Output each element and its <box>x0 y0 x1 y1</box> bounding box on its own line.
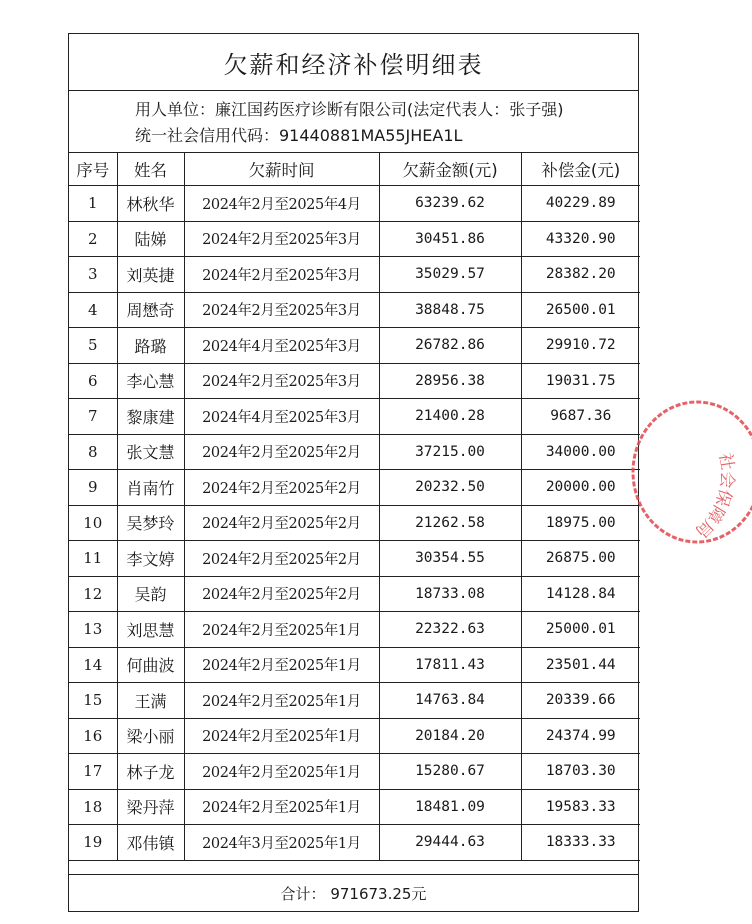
compensation-amount: 43320.90 <box>521 221 640 257</box>
table-header-row <box>69 153 640 186</box>
row-number: 12 <box>69 576 117 612</box>
arrears-amount: 20184.20 <box>379 718 521 754</box>
row-number: 9 <box>69 470 117 506</box>
table-row <box>69 825 640 861</box>
employee-name: 陆娣 <box>117 221 184 257</box>
employer-line: 用人单位：廉江国药医疗诊断有限公司(法定代表人：张子强) <box>135 100 564 119</box>
employee-name: 李心慧 <box>117 363 184 399</box>
employee-name: 林子龙 <box>117 754 184 790</box>
table-row <box>69 363 640 399</box>
row-number: 16 <box>69 718 117 754</box>
arrears-period: 2024年2月至2025年3月 <box>184 221 379 257</box>
arrears-period: 2024年2月至2025年1月 <box>184 647 379 683</box>
table-row <box>69 754 640 790</box>
compensation-amount: 40229.89 <box>521 186 640 222</box>
arrears-period: 2024年2月至2025年1月 <box>184 754 379 790</box>
arrears-period: 2024年2月至2025年4月 <box>184 186 379 222</box>
table-row <box>69 647 640 683</box>
arrears-period: 2024年2月至2025年3月 <box>184 363 379 399</box>
arrears-amount: 18733.08 <box>379 576 521 612</box>
table-row <box>69 718 640 754</box>
employee-name: 吴梦玲 <box>117 505 184 541</box>
arrears-period: 2024年2月至2025年2月 <box>184 541 379 577</box>
arrears-amount: 21262.58 <box>379 505 521 541</box>
employee-name: 张文慧 <box>117 434 184 470</box>
employer-info <box>69 91 638 153</box>
row-number: 2 <box>69 221 117 257</box>
row-number: 13 <box>69 612 117 648</box>
arrears-period: 2024年2月至2025年1月 <box>184 683 379 719</box>
row-number: 1 <box>69 186 117 222</box>
arrears-amount: 28956.38 <box>379 363 521 399</box>
arrears-period: 2024年2月至2025年2月 <box>184 576 379 612</box>
row-number: 18 <box>69 789 117 825</box>
employee-name: 梁丹萍 <box>117 789 184 825</box>
employee-name: 李文婷 <box>117 541 184 577</box>
arrears-amount: 20232.50 <box>379 470 521 506</box>
row-number: 14 <box>69 647 117 683</box>
arrears-amount: 63239.62 <box>379 186 521 222</box>
table-row <box>69 257 640 293</box>
compensation-amount: 24374.99 <box>521 718 640 754</box>
table-row <box>69 328 640 364</box>
arrears-period: 2024年2月至2025年1月 <box>184 789 379 825</box>
arrears-amount: 38848.75 <box>379 292 521 328</box>
compensation-amount: 23501.44 <box>521 647 640 683</box>
compensation-amount: 34000.00 <box>521 434 640 470</box>
arrears-amount: 22322.63 <box>379 612 521 648</box>
table-row <box>69 576 640 612</box>
arrears-period: 2024年4月至2025年3月 <box>184 399 379 435</box>
header-no: 序号 <box>69 153 117 186</box>
employee-name: 梁小丽 <box>117 718 184 754</box>
arrears-amount: 26782.86 <box>379 328 521 364</box>
arrears-amount: 30354.55 <box>379 541 521 577</box>
compensation-amount: 19583.33 <box>521 789 640 825</box>
arrears-amount: 21400.28 <box>379 399 521 435</box>
row-number: 4 <box>69 292 117 328</box>
compensation-amount: 9687.36 <box>521 399 640 435</box>
employee-name: 林秋华 <box>117 186 184 222</box>
arrears-amount: 17811.43 <box>379 647 521 683</box>
employee-name: 刘英捷 <box>117 257 184 293</box>
arrears-amount: 29444.63 <box>379 825 521 861</box>
table-row <box>69 434 640 470</box>
employee-name: 路璐 <box>117 328 184 364</box>
employee-name: 何曲波 <box>117 647 184 683</box>
compensation-amount: 19031.75 <box>521 363 640 399</box>
header-comp: 补偿金(元) <box>521 153 640 186</box>
arrears-period: 2024年2月至2025年2月 <box>184 470 379 506</box>
compensation-amount: 29910.72 <box>521 328 640 364</box>
compensation-amount: 25000.01 <box>521 612 640 648</box>
arrears-period: 2024年4月至2025年3月 <box>184 328 379 364</box>
compensation-amount: 18703.30 <box>521 754 640 790</box>
row-number: 15 <box>69 683 117 719</box>
total-line: 合计： 971673.25元 <box>69 874 638 911</box>
arrears-period: 2024年2月至2025年1月 <box>184 718 379 754</box>
credit-code-line: 统一社会信用代码：91440881MA55JHEA1L <box>135 126 463 145</box>
employee-name: 黎康建 <box>117 399 184 435</box>
employee-name: 周懋奇 <box>117 292 184 328</box>
row-number: 3 <box>69 257 117 293</box>
arrears-period: 2024年2月至2025年3月 <box>184 292 379 328</box>
table-row <box>69 221 640 257</box>
row-number: 6 <box>69 363 117 399</box>
arrears-amount: 35029.57 <box>379 257 521 293</box>
compensation-amount: 20339.66 <box>521 683 640 719</box>
table-row <box>69 292 640 328</box>
arrears-amount: 30451.86 <box>379 221 521 257</box>
table-row <box>69 399 640 435</box>
compensation-amount: 18333.33 <box>521 825 640 861</box>
compensation-amount: 14128.84 <box>521 576 640 612</box>
table-row <box>69 789 640 825</box>
seal-text: 社会保障局 <box>690 451 738 542</box>
arrears-amount: 37215.00 <box>379 434 521 470</box>
arrears-period: 2024年2月至2025年2月 <box>184 505 379 541</box>
row-number: 10 <box>69 505 117 541</box>
compensation-amount: 26875.00 <box>521 541 640 577</box>
row-number: 11 <box>69 541 117 577</box>
employee-name: 刘思慧 <box>117 612 184 648</box>
row-number: 17 <box>69 754 117 790</box>
table-row <box>69 683 640 719</box>
employee-name: 邓伟镇 <box>117 825 184 861</box>
arrears-amount: 18481.09 <box>379 789 521 825</box>
header-wage: 欠薪金额(元) <box>379 153 521 186</box>
row-number: 19 <box>69 825 117 861</box>
row-number: 7 <box>69 399 117 435</box>
table-row <box>69 541 640 577</box>
compensation-amount: 26500.01 <box>521 292 640 328</box>
arrears-period: 2024年2月至2025年2月 <box>184 434 379 470</box>
compensation-amount: 18975.00 <box>521 505 640 541</box>
wage-table <box>69 153 640 861</box>
compensation-amount: 28382.20 <box>521 257 640 293</box>
compensation-sheet <box>68 33 639 912</box>
arrears-amount: 15280.67 <box>379 754 521 790</box>
row-number: 5 <box>69 328 117 364</box>
arrears-period: 2024年2月至2025年1月 <box>184 612 379 648</box>
table-row <box>69 186 640 222</box>
arrears-amount: 14763.84 <box>379 683 521 719</box>
employee-name: 吴韵 <box>117 576 184 612</box>
compensation-amount: 20000.00 <box>521 470 640 506</box>
employee-name: 王满 <box>117 683 184 719</box>
arrears-period: 2024年3月至2025年1月 <box>184 825 379 861</box>
table-row <box>69 505 640 541</box>
employee-name: 肖南竹 <box>117 470 184 506</box>
official-seal <box>612 388 752 556</box>
row-number: 8 <box>69 434 117 470</box>
header-period: 欠薪时间 <box>184 153 379 186</box>
arrears-period: 2024年2月至2025年3月 <box>184 257 379 293</box>
table-row <box>69 470 640 506</box>
document-title: 欠薪和经济补偿明细表 <box>69 34 638 91</box>
table-row <box>69 612 640 648</box>
header-name: 姓名 <box>117 153 184 186</box>
